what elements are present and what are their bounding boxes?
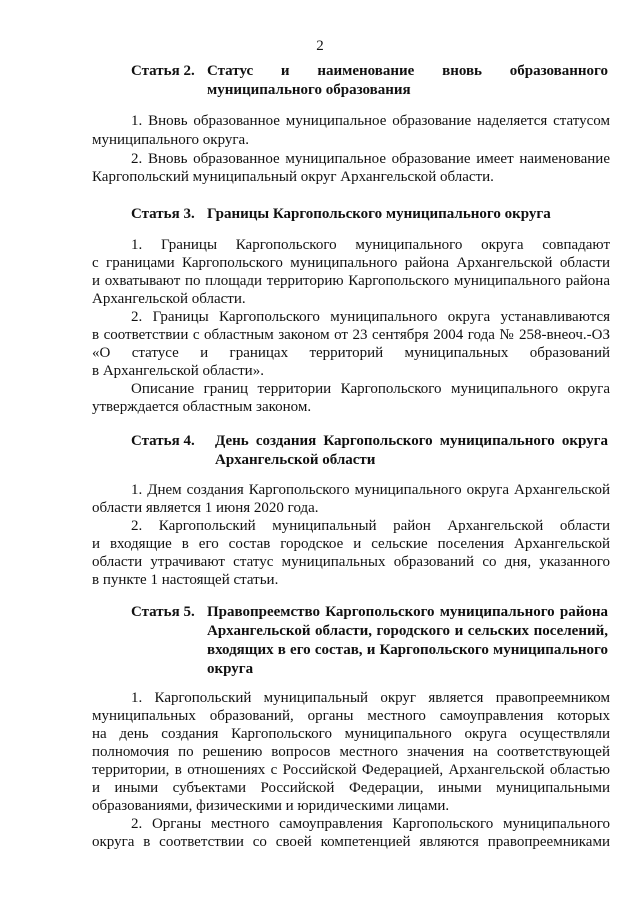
article-4-heading xyxy=(131,432,608,470)
paragraph-line: 2. Органы местного самоуправления Каргопольского муниципального xyxy=(131,816,610,832)
article-5-title-line-3: входящих в его состав, и Каргопольского муниципального xyxy=(207,642,608,658)
paragraph-line: 1. Границы Каргопольского муниципального округа совпадают xyxy=(131,237,610,253)
article-5-title-line-1: Правопреемство Каргопольского муниципального района xyxy=(207,604,608,620)
paragraph-line: и иными субъектами Российской Федерации, иными муниципальными xyxy=(92,780,610,796)
article-5-label: Статья 5. xyxy=(131,604,195,620)
article-3-heading xyxy=(131,205,608,224)
paragraph-line: с границами Каргопольского муниципального района Архангельской области xyxy=(92,255,610,271)
paragraph-line: в соответствии с областным законом от 23 сентября 2004 года № 258-внеоч.-ОЗ xyxy=(92,327,610,343)
article-2-title-line-2: муниципального образования xyxy=(207,82,411,98)
paragraph-line: Каргопольский муниципальный округ Архангельской области. xyxy=(92,169,494,185)
paragraph-line: Архангельской области. xyxy=(92,291,246,307)
article-2-title-line-1: Статус и наименование вновь образованного xyxy=(207,63,608,79)
article-2-label: Статья 2. xyxy=(131,63,195,79)
article-4-title-line-1: День создания Каргопольского муниципального округа xyxy=(215,433,608,449)
paragraph-line: и охватывают по площади территорию Каргопольского муниципального района xyxy=(92,273,610,289)
article-3-title: Границы Каргопольского муниципального округа xyxy=(207,206,551,222)
article-5-title-line-4: округа xyxy=(207,661,254,677)
paragraph-line: муниципальных образований, органы местного самоуправления которых xyxy=(92,708,610,724)
paragraph-line: 2. Каргопольский муниципальный район Архангельской области xyxy=(131,518,610,534)
paragraph-line: и входящие в его состав городское и сельские поселения Архангельской xyxy=(92,536,610,552)
paragraph-line: области утрачивают статус муниципальных образований со дня, указанного xyxy=(92,554,610,570)
paragraph-line: образованиями, физическими и юридическими лицами. xyxy=(92,798,450,814)
paragraph-line: 1. Днем создания Каргопольского муниципального округа Архангельской xyxy=(131,482,610,498)
paragraph-line: 1. Вновь образованное муниципальное образование наделяется статусом xyxy=(131,113,610,129)
article-4-title xyxy=(215,432,608,470)
paragraph-line: области является 1 июня 2020 года. xyxy=(92,500,319,516)
paragraph-line: утверждается областным законом. xyxy=(92,399,312,415)
paragraph-line: округа в соответствии со своей компетенцией являются правопреемниками xyxy=(92,834,610,850)
article-5-title-line-2: Архангельской области, городского и сельских поселений, xyxy=(207,623,608,639)
paragraph-line: 2. Границы Каргопольского муниципального округа устанавливаются xyxy=(131,309,610,325)
paragraph-line: «О статусе и границах территорий муниципальных образований xyxy=(92,345,610,361)
paragraph-line: на день создания Каргопольского муниципального округа осуществляли xyxy=(92,726,610,742)
paragraph-line: территории, в отношениях с Российской Федерацией, Архангельской областью xyxy=(92,762,610,778)
paragraph-line: в пункте 1 настоящей статьи. xyxy=(92,572,279,588)
paragraph-line: 2. Вновь образованное муниципальное образование имеет наименование xyxy=(131,151,610,167)
paragraph-line: 1. Каргопольский муниципальный округ является правопреемником xyxy=(131,690,610,706)
page-number: 2 xyxy=(316,38,324,54)
article-5-title xyxy=(207,603,608,679)
paragraph-line: муниципального округа. xyxy=(92,132,249,148)
article-3-label: Статья 3. xyxy=(131,206,195,222)
article-4-title-line-2: Архангельской области xyxy=(215,452,376,468)
paragraph-line: Описание границ территории Каргопольского муниципального округа xyxy=(131,381,610,397)
article-4-label: Статья 4. xyxy=(131,433,195,449)
article-2-heading xyxy=(131,62,608,100)
article-2-title xyxy=(207,62,608,100)
paragraph-line: полномочия по решению вопросов местного значения на соответствующей xyxy=(92,744,610,760)
article-5-heading xyxy=(131,603,608,679)
paragraph-line: в Архангельской области». xyxy=(92,363,264,379)
